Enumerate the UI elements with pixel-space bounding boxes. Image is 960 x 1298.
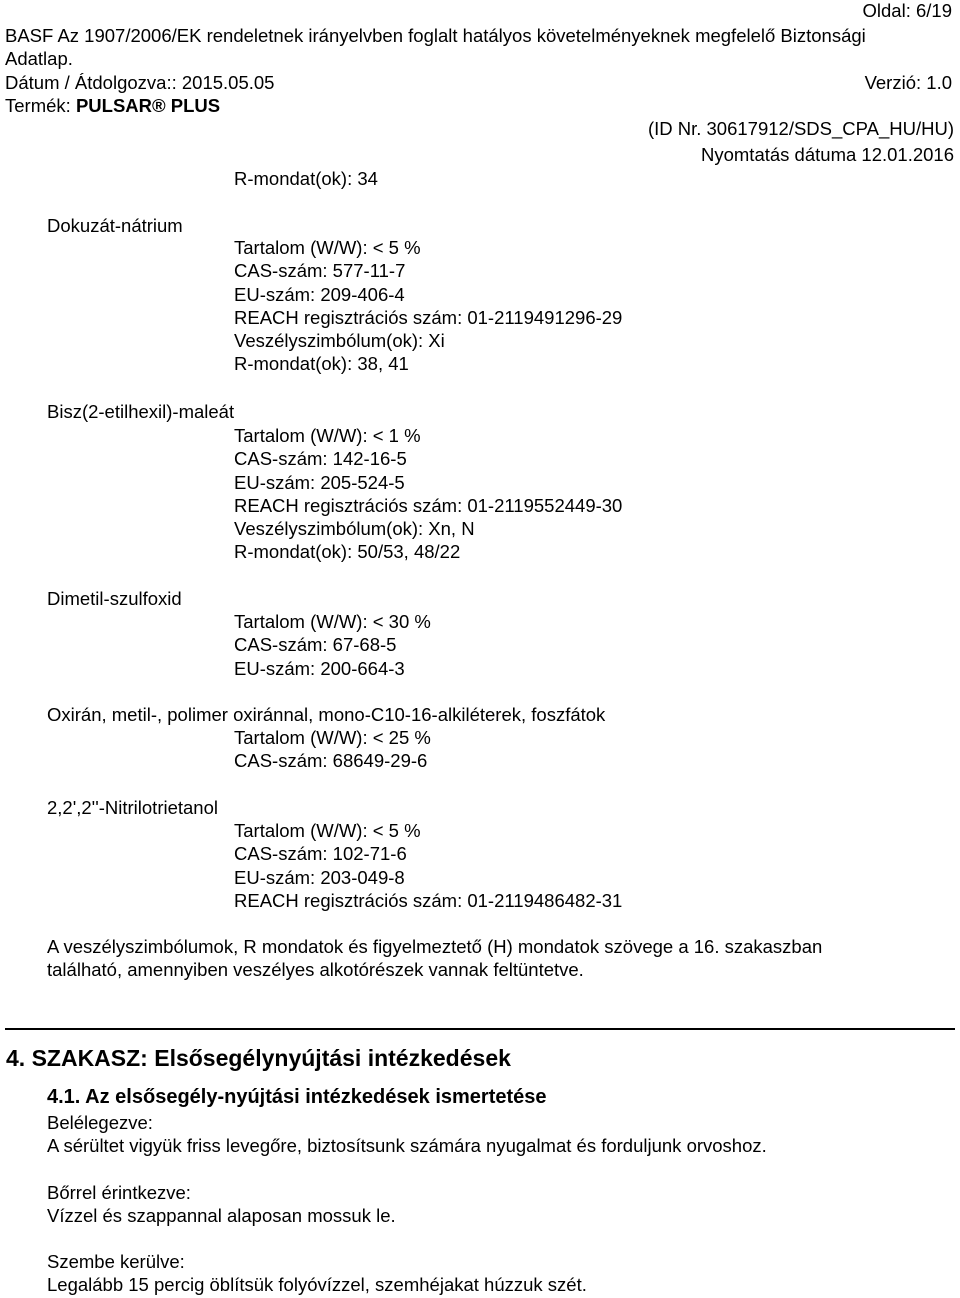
- page-number: Oldal: 6/19: [862, 0, 952, 21]
- inhalation-text: A sérültet vigyük friss levegőre, biztosítsunk számára nyugalmat és forduljunk orvoshoz.: [47, 1135, 767, 1156]
- component-r-phrases: R-mondat(ok): 38, 41: [234, 353, 409, 375]
- component-properties: [234, 610, 431, 680]
- component-cas: CAS-szám: 142-16-5: [234, 448, 407, 470]
- component-r-phrases: R-mondat(ok): 50/53, 48/22: [234, 541, 461, 563]
- eye-contact-text: Legalább 15 percig öblítsük folyóvízzel, szemhéjakat húzzuk szét.: [47, 1274, 587, 1295]
- component-eu: EU-szám: 203-049-8: [234, 866, 405, 888]
- section-4-1-title: 4.1. Az elsősegély-nyújtási intézkedések ismertetése: [47, 1086, 547, 1108]
- component-content: Tartalom (W/W): < 1 %: [234, 425, 421, 446]
- header-title-line1: BASF Az 1907/2006/EK rendeletnek irányelvben foglalt hatályos követelményeknek megfelelő Biztonsági: [5, 25, 866, 46]
- component-content: Tartalom (W/W): < 30 %: [234, 611, 431, 632]
- note-line2: található, amennyiben veszélyes alkotórészek vannak feltüntetve.: [47, 959, 584, 980]
- print-date: Nyomtatás dátuma 12.01.2016: [701, 144, 954, 165]
- component-cas: CAS-szám: 68649-29-6: [234, 750, 428, 772]
- component-content: Tartalom (W/W): < 25 %: [234, 727, 431, 748]
- product-name: PULSAR® PLUS: [75, 95, 221, 116]
- component-eu: EU-szám: 209-406-4: [234, 283, 405, 305]
- component-cas: CAS-szám: 577-11-7: [234, 260, 406, 282]
- eye-contact-label: Szembe kerülve:: [47, 1251, 185, 1272]
- component-eu: EU-szám: 205-524-5: [234, 471, 405, 493]
- product-label: Termék:: [5, 95, 71, 116]
- component-properties: [234, 726, 431, 773]
- component-name: Dimetil-szulfoxid: [47, 588, 182, 609]
- component-reach: REACH regisztrációs szám: 01-2119491296-29: [234, 306, 623, 328]
- component-name: 2,2',2''-Nitrilotrietanol: [47, 797, 218, 818]
- revision-date: Dátum / Átdolgozva:: 2015.05.05: [5, 72, 275, 93]
- component-cas: CAS-szám: 102-71-6: [234, 843, 407, 865]
- document-id: (ID Nr. 30617912/SDS_CPA_HU/HU): [647, 118, 954, 139]
- component-properties: [234, 819, 622, 912]
- skin-contact-label: Bőrrel érintkezve:: [47, 1182, 191, 1203]
- r-phrases-previous: R-mondat(ok): 34: [234, 168, 378, 189]
- section-4-title: 4. SZAKASZ: Elsősegélynyújtási intézkedések: [6, 1045, 511, 1071]
- component-eu: EU-szám: 200-664-3: [234, 657, 405, 679]
- component-name: Bisz(2-etilhexil)-maleát: [47, 401, 235, 422]
- component-cas: CAS-szám: 67-68-5: [234, 634, 397, 656]
- component-hazard-symbols: Veszélyszimbólum(ok): Xi: [234, 330, 445, 352]
- component-reach: REACH regisztrációs szám: 01-2119552449-30: [234, 494, 623, 516]
- section-divider: [5, 1028, 955, 1030]
- component-name: Oxirán, metil-, polimer oxiránnal, mono-C10-16-alkiléterek, foszfátok: [47, 704, 606, 725]
- component-reach: REACH regisztrációs szám: 01-2119486482-31: [234, 889, 623, 911]
- product-line: [5, 97, 220, 116]
- component-name: Dokuzát-nátrium: [47, 215, 183, 236]
- component-content: Tartalom (W/W): < 5 %: [234, 820, 421, 841]
- inhalation-label: Belélegezve:: [47, 1112, 153, 1133]
- component-hazard-symbols: Veszélyszimbólum(ok): Xn, N: [234, 518, 475, 540]
- note-line1: A veszélyszimbólumok, R mondatok és figyelmeztető (H) mondatok szövege a 16. szakaszban: [47, 936, 823, 957]
- component-content: Tartalom (W/W): < 5 %: [234, 237, 421, 258]
- component-properties: [234, 424, 622, 564]
- version: Verzió: 1.0: [864, 72, 952, 93]
- header-title-line2: Adatlap.: [5, 48, 73, 69]
- skin-contact-text: Vízzel és szappannal alaposan mossuk le.: [47, 1205, 396, 1226]
- component-properties: [234, 236, 622, 376]
